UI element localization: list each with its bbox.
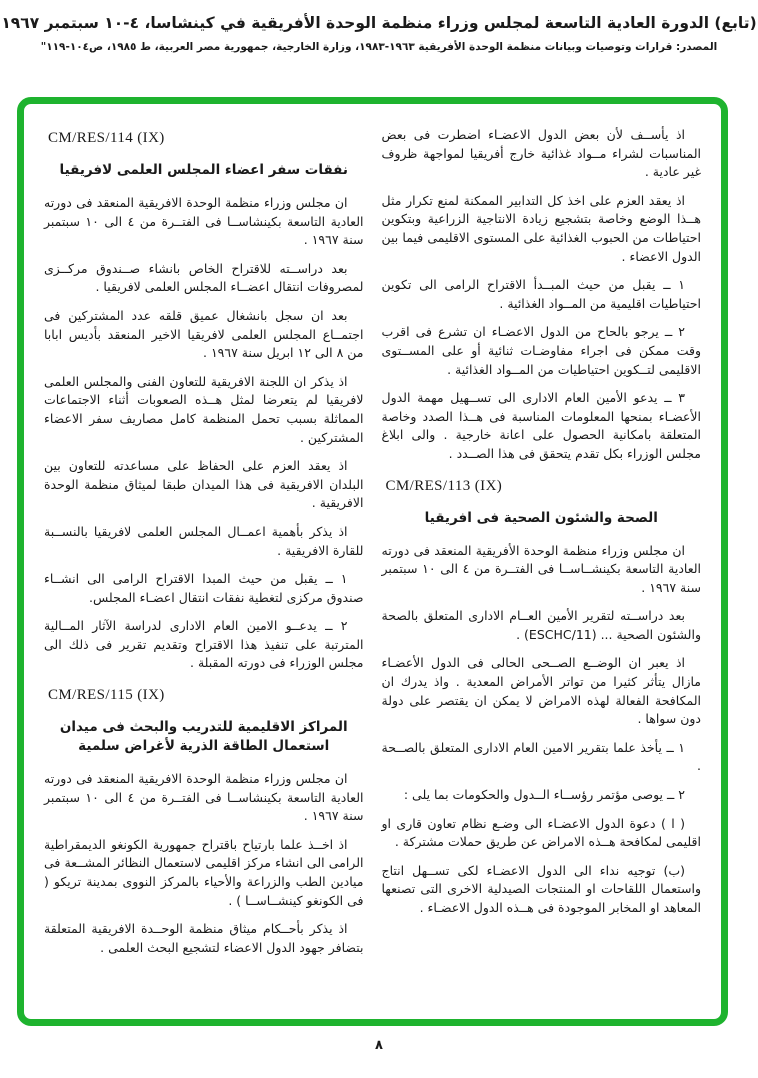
paragraph: اذ يعبر ان الوضــع الصــحى الحالى فى الدول الأعضـاء مازال يتأثر كثيرا من تواتر الأمراض المعدية . واذ يدرك ان المكافحة الفعالة لهذه الامراض لا يمكن ان يقتصر على دولة دون سواها . <box>381 655 701 727</box>
resolution-code-114: CM/RES/114 (IX) <box>48 130 165 146</box>
paragraph: بعد دراســته لتقرير الأمين العــام الادارى المتعلق بالصحة والشئون الصحية ... (ESCHC/11) . <box>381 608 701 642</box>
paragraph: (ب) توجيه نداء الى الدول الاعضـاء لكى تســهل انتاج واستعمال اللقاحات او المنتجات الصيدلية الاخرى التى تصنعها المعاهد او المخابر الموجودة فى هــذه الدول الاعضـاء . <box>381 862 701 915</box>
paragraph: ١ ــ يقبل من حيث المبدا الاقتراح الرامى الى انشــاء صندوق مركزى لتغطية نفقات انتقال اعضـاء المجلس. <box>44 571 364 605</box>
resolution-title-114: نفقات سفر اعضاء المجلس العلمى لافريقيا <box>59 162 348 178</box>
paragraph: بعد دراســته للاقتراح الخاص بانشاء صــندوق مركــزى لمصروفات انتقال اعضــاء المجلس العلمى لافريقيا . <box>44 260 364 295</box>
paragraph: اذ يعقد العزم على الحفاظ على مساعدته للتعاون بين البلدان الافريقية فى هذا الميدان طبقا لميثاق منظمة الوحدة الافريقية . <box>44 458 364 511</box>
paragraph: ( ا ) دعوة الدول الاعضـاء الى وضـع نظام تعاون قارى او اقليمى لمكافحة هــذه الامراض عن طريق حملات مشتركة . <box>381 815 701 850</box>
paragraph: اذ يذكر بأهمية اعمــال المجلس العلمى لافريقيا بالنســبة للقارة الافريقية . <box>44 523 364 558</box>
column-right <box>382 126 702 1011</box>
paragraph: ١ ــ يقبل من حيث المبــدأ الاقتراح الرامى الى تكوين احتياطيات اقليمية من المــواد الغذائية . <box>381 277 701 311</box>
paragraph: اذ يذكر بأحــكام ميثاق منظمة الوحــدة الافريقية المتعلقة بتضافر جهود الدول الاعضاء لتشجيع البحث العلمى . <box>44 921 364 955</box>
column-left <box>44 126 364 1011</box>
paragraph: اذ اخــذ علما بارتياح باقتراح جمهورية الكونغو الديمقراطية الرامى الى انشاء مركز اقليمى لاستعمال النظائر المشــعة فى ميادين الطب والزراعة والأحياء بالمركز النووى بمدينة تريكو ( فى الكونغو كينشــاســا ) . <box>44 836 364 908</box>
green-highlight-box <box>17 97 728 1026</box>
resolution-code-113: CM/RES/113 (IX) <box>385 477 503 494</box>
paragraph: ٣ ــ يدعو الأمين العام الادارى الى تســهيل مهمة الدول الأعضـاء بمنحها المعلومات المناسبة فى هــذا الصدد وخاصة المتعلقة بامكانية الحصول على اعانة خارجية . والى ابلاغ مجلس الوزراء بكل تقدم يتحقق فى هذا الصــدد . <box>381 390 701 461</box>
paragraph: ٢ ــ يدعــو الامين العام الادارى لدراسة الآثار المــالية المترتبة على تنفيذ هذا الاقتراح وتقديم تقرير فى ذلك الى مجلس الوزراء فى دورته المقبلة . <box>44 618 364 671</box>
resolution-title-113: الصحة والشئون الصحية فى افريقيا <box>424 509 658 526</box>
paragraph: ٢ ــ يرجو بالحاح من الدول الاعضـاء ان تشرع فى اقرب وقت ممكن فى اجراء مفاوضـات ثنائية أو على المســتوى الاقليمى لتــكوين احتياطيات من المــواد الغذائية . <box>381 324 701 377</box>
paragraph: ان مجلس وزراء منظمة الوحدة الافريقية المنعقد فى دورته العادية التاسعة بكينشاســا فى الفتــرة من ٤ الى ١٠ سبتمبر سنة ١٩٦٧ . <box>44 195 364 248</box>
paragraph: اذ يأســف لأن بعض الدول الاعضـاء اضطرت فى بعض المناسبات لشراء مــواد غذائية خارج أفريقيا لمواجهة ظروف غير عادية . <box>381 127 701 180</box>
source-citation: المصدر: قرارات وتوصيات وبيانات منظمة الوحدة الأفريقية ١٩٦٣-١٩٨٣، وزارة الخارجية، جمهورية مصر العربية، ط ١٩٨٥، ص١٠٤-١١٩" <box>40 41 718 53</box>
resolution-code-115: CM/RES/115 (IX) <box>48 687 165 704</box>
document-header <box>0 14 758 53</box>
paragraph: اذ يذكر ان اللجنة الافريقية للتعاون الفنى والمجلس العلمى لافريقيا لم يتعرضا لمثل هــذه الصعوبات أثناء الاجتماعات المماثلة بسبب تحمل المنظمة كامل مصاريف سفر الاعضاء المشتركين . <box>44 373 364 445</box>
page-number: ٨ <box>375 1038 383 1053</box>
session-title: (تابع) الدورة العادية التاسعة لمجلس وزراء منظمة الوحدة الأفريقية في كينشاسا، ٤-١٠ سبتمبر ١٩٦٧ <box>1 14 757 32</box>
paragraph: ٢ ــ يوصى مؤتمر رؤســاء الــدول والحكومات بما يلى : <box>403 787 685 803</box>
resolution-title-115: المراكز الاقليمية للتدريب والبحث فى ميدان استعمال الطاقة الذرية لأغراض سلمية <box>59 719 348 755</box>
paragraph: ١ ــ يأخذ علما بتقرير الامين العام الادارى المتعلق بالصــحة . <box>381 739 701 774</box>
paragraph: ان مجلس وزراء منظمة الوحدة الأفريقية المنعقد فى دورته العادية التاسعة بكينشــاســا فى الفتــرة من ٤ الى ١٠ سبتمبر سنة ١٩٦٧ . <box>381 542 702 595</box>
paragraph: اذ يعقد العزم على اخذ كل التدابير الممكنة لمنع تكرار مثل هــذا الوضع وخاصة بتشجيع زيادة الانتاجية الزراعية وبتكوين احتياطات من الحبوب الغذائية على المستوى الاقليمى فيما بين الدول الاعضاء . <box>381 192 701 264</box>
paragraph: بعد ان سجل بانشغال عميق قلقه عدد المشتركين فى اجتمــاع المجلس العلمى لافريقيا الاخير المنعقد بأديس ابابا من ٨ الى ١٢ ابريل سنة ١٩٦٧ . <box>44 307 364 361</box>
paragraph: ان مجلس وزراء منظمة الوحدة الافريقية المنعقد فى دورته العادية التاسعة بكينشاســا فى الفتــرة من ٤ الى ١٠ سبتمبر سنة ١٩٦٧ . <box>44 771 364 824</box>
